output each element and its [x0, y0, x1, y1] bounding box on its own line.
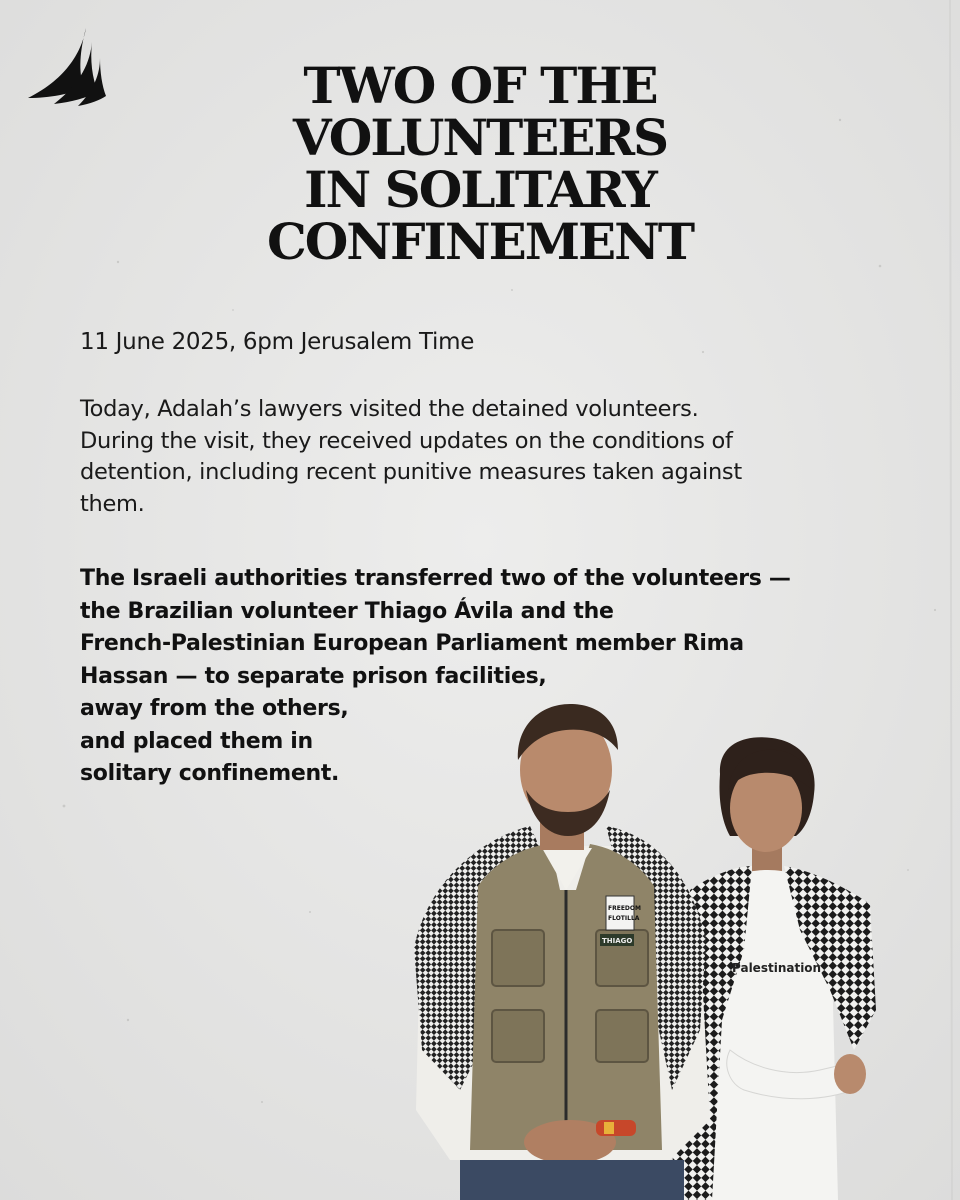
intro-line: them. [80, 490, 145, 517]
emphasis-line: The Israeli authorities transferred two of the volunteers — [80, 566, 791, 591]
emphasis-line: solitary confinement. [80, 761, 340, 786]
dateline: 11 June 2025, 6pm Jerusalem Time [80, 329, 475, 355]
intro-line: Today, Adalah’s lawyers visited the detained volunteers. [80, 396, 699, 422]
headline-line: IN SOLITARY [304, 160, 656, 219]
emphasis-line: and placed them in [80, 728, 313, 754]
name-tag: THIAGO [602, 937, 633, 945]
emphasis-line: Hassan — to separate prison facilities, [80, 663, 547, 689]
headline-line: CONFINEMENT [266, 212, 694, 271]
intro-paragraph [80, 394, 880, 520]
emphasis-line: the Brazilian volunteer Thiago Ávila and the [80, 598, 614, 624]
headline-line: TWO OF THE [303, 56, 657, 115]
intro-line: During the visit, they received updates on the conditions of [80, 427, 733, 454]
vest-patch-text: FLOTILLA [608, 915, 640, 922]
sail-logo-icon [24, 28, 108, 108]
headline-line: VOLUNTEERS [292, 108, 668, 167]
man-figure [414, 704, 710, 1200]
intro-line: detention, including recent punitive measures taken against [80, 459, 742, 485]
emphasis-line: French-Palestinian European Parliament member Rima [80, 631, 744, 656]
headline [180, 56, 780, 271]
emphasis-line: away from the others, [80, 696, 349, 721]
shirt-text: Palestination [732, 961, 822, 975]
vest-patch-text: FREEDOM [608, 905, 641, 912]
volunteers-photo [400, 690, 920, 1200]
